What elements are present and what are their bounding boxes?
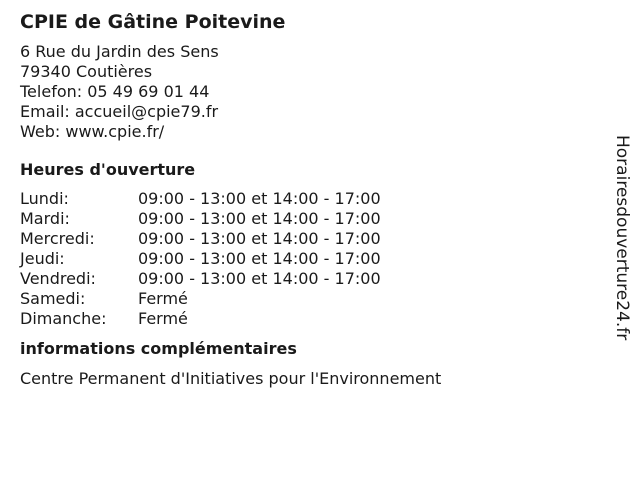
day-label: Mercredi: [20,229,95,248]
time-value: 09:00 - 13:00 et 14:00 - 17:00 [138,249,381,268]
email-line: Email: accueil@cpie79.fr [20,102,219,121]
time-value: 09:00 - 13:00 et 14:00 - 17:00 [138,209,381,228]
day-label: Mardi: [20,209,70,228]
address-block [20,42,600,142]
phone-line: Telefon: 05 49 69 01 44 [20,82,210,101]
day-label: Vendredi: [20,269,96,288]
web-line: Web: www.cpie.fr/ [20,122,165,141]
day-label: Jeudi: [20,249,65,268]
time-value: 09:00 - 13:00 et 14:00 - 17:00 [138,189,381,208]
hours-row-monday [20,189,600,209]
hours-row-tuesday [20,209,600,229]
hours-row-wednesday [20,229,600,249]
hours-row-thursday [20,249,600,269]
hours-row-saturday [20,289,600,309]
hours-row-sunday [20,309,600,329]
day-label: Lundi: [20,189,69,208]
day-label: Dimanche: [20,309,107,328]
time-value: Fermé [138,309,188,328]
additional-info-text: Centre Permanent d'Initiatives pour l'Environnement [20,369,442,388]
day-label: Samedi: [20,289,86,308]
site-watermark: Horairesdouverture24.fr [612,135,632,341]
street-address: 6 Rue du Jardin des Sens [20,42,219,61]
hours-row-friday [20,269,600,289]
time-value: 09:00 - 13:00 et 14:00 - 17:00 [138,269,381,288]
business-card [20,10,600,389]
time-value: Fermé [138,289,188,308]
opening-hours-heading: Heures d'ouverture [20,160,196,179]
time-value: 09:00 - 13:00 et 14:00 - 17:00 [138,229,381,248]
business-name: CPIE de Gâtine Poitevine [20,11,286,33]
opening-hours-table [20,189,600,329]
additional-info-heading: informations complémentaires [20,339,297,358]
city-address: 79340 Coutières [20,62,153,81]
